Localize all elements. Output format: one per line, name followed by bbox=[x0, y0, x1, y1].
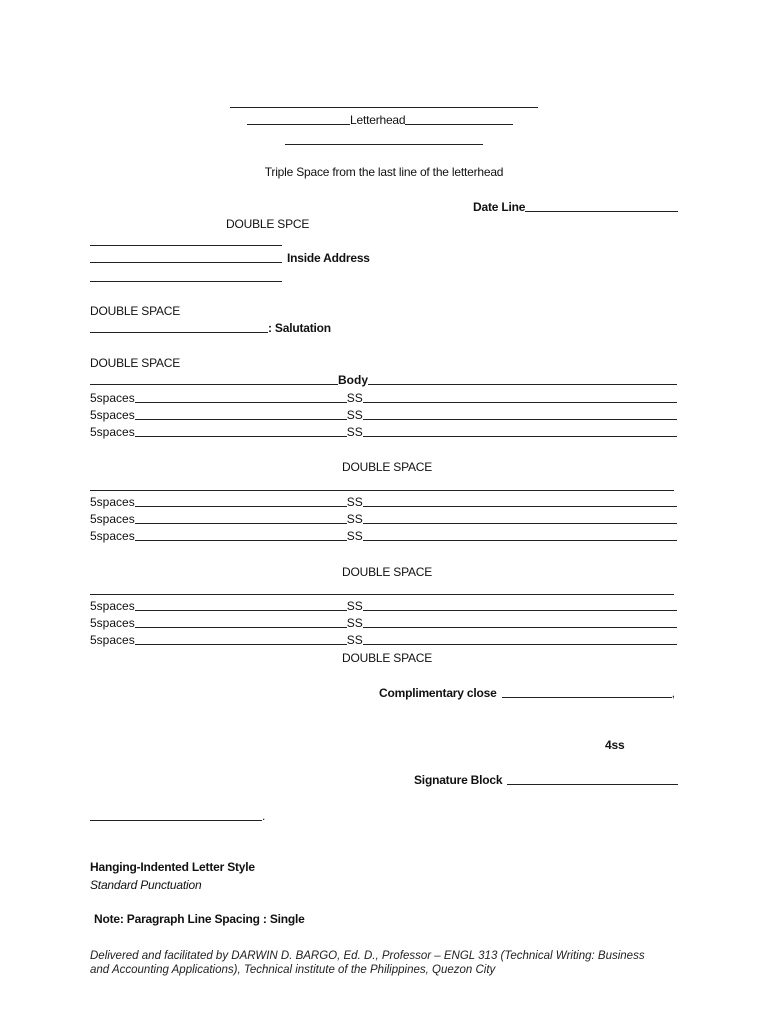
row-mid: SS bbox=[346, 408, 363, 422]
row-blank-left bbox=[135, 425, 347, 437]
reference-period: . bbox=[262, 809, 266, 823]
row-blank-left bbox=[135, 599, 347, 611]
salutation-blank bbox=[90, 321, 268, 333]
row-blank-left bbox=[135, 512, 347, 524]
footer-credit: Delivered and facilitated by DARWIN D. BARGO, Ed. D., Professor – ENGL 313 (Technical Writing: Business and Accounting Applications), Technical institute of the Philippines, Quezon City bbox=[90, 950, 645, 976]
row-blank-right bbox=[363, 599, 677, 611]
row-blank-left bbox=[135, 529, 347, 541]
row-blank-left bbox=[135, 495, 347, 507]
row-mid: SS bbox=[346, 633, 363, 647]
row-prefix: 5spaces bbox=[90, 391, 135, 405]
body-blank-left bbox=[90, 373, 338, 385]
row-prefix: 5spaces bbox=[90, 495, 135, 509]
punctuation-style: Standard Punctuation bbox=[90, 878, 202, 892]
row-prefix: 5spaces bbox=[90, 633, 135, 647]
reference-line bbox=[90, 808, 280, 824]
letterhead-line-3 bbox=[285, 144, 483, 145]
row-blank-right bbox=[363, 529, 677, 541]
complimentary-close-line bbox=[379, 685, 679, 701]
letterhead-instruction: Triple Space from the last line of the letterhead bbox=[264, 165, 504, 179]
row-blank-right bbox=[363, 425, 677, 437]
row-mid: SS bbox=[346, 616, 363, 630]
date-line-label: Date Line bbox=[473, 200, 526, 214]
row-prefix: 5spaces bbox=[90, 616, 135, 630]
double-space-label-1: DOUBLE SPACE bbox=[90, 304, 181, 318]
double-space-label-3: DOUBLE SPACE bbox=[342, 460, 433, 474]
complimentary-close-comma: , bbox=[671, 686, 675, 700]
body-row bbox=[90, 528, 677, 544]
double-space-label-5: DOUBLE SPACE bbox=[342, 651, 433, 665]
letterhead-blank-right bbox=[405, 113, 513, 125]
letter-style-title: Hanging-Indented Letter Style bbox=[90, 860, 255, 874]
body-label: Body bbox=[338, 373, 368, 387]
inside-address-line-2 bbox=[90, 250, 390, 266]
row-mid: SS bbox=[346, 495, 363, 509]
row-blank-left bbox=[135, 391, 347, 403]
row-mid: SS bbox=[346, 529, 363, 543]
row-blank-right bbox=[363, 616, 677, 628]
row-blank-right bbox=[363, 391, 677, 403]
row-mid: SS bbox=[346, 512, 363, 526]
signature-block-line bbox=[414, 772, 678, 788]
salutation-line bbox=[90, 320, 350, 336]
inside-address-line-1 bbox=[90, 245, 282, 246]
row-prefix: 5spaces bbox=[90, 408, 135, 422]
body-header-line bbox=[90, 372, 677, 388]
body-row bbox=[90, 390, 677, 406]
inside-address-line-3 bbox=[90, 281, 282, 282]
body-row bbox=[90, 511, 677, 527]
row-mid: SS bbox=[346, 391, 363, 405]
row-blank-left bbox=[135, 633, 347, 645]
row-mid: SS bbox=[346, 599, 363, 613]
body-blank-right bbox=[368, 373, 677, 385]
body-row bbox=[90, 407, 677, 423]
date-line bbox=[473, 199, 678, 215]
row-blank-right bbox=[363, 408, 677, 420]
row-prefix: 5spaces bbox=[90, 425, 135, 439]
row-blank-left bbox=[135, 616, 347, 628]
row-prefix: 5spaces bbox=[90, 599, 135, 613]
letterhead-line-1 bbox=[230, 107, 538, 108]
row-mid: SS bbox=[346, 425, 363, 439]
row-blank-right bbox=[363, 512, 677, 524]
signature-block-blank bbox=[507, 773, 678, 785]
paragraph-3-first-line bbox=[90, 594, 674, 595]
letterhead-blank-left bbox=[247, 113, 350, 125]
body-row bbox=[90, 598, 677, 614]
paragraph-2-first-line bbox=[90, 490, 674, 491]
date-line-blank bbox=[525, 200, 678, 212]
body-row bbox=[90, 632, 677, 648]
double-spce-label: DOUBLE SPCE bbox=[226, 217, 310, 231]
row-blank-right bbox=[363, 495, 677, 507]
salutation-label: : Salutation bbox=[268, 321, 331, 335]
row-prefix: 5spaces bbox=[90, 529, 135, 543]
double-space-label-4: DOUBLE SPACE bbox=[342, 565, 433, 579]
inside-address-label: Inside Address bbox=[287, 251, 370, 265]
row-blank-right bbox=[363, 633, 677, 645]
inside-address-blank bbox=[90, 251, 282, 263]
letterhead-line-2 bbox=[247, 112, 521, 128]
body-row bbox=[90, 424, 677, 440]
complimentary-close-blank bbox=[502, 686, 672, 698]
double-space-label-2: DOUBLE SPACE bbox=[90, 356, 181, 370]
row-blank-left bbox=[135, 408, 347, 420]
reference-blank bbox=[90, 809, 262, 821]
letterhead-label: Letterhead bbox=[350, 113, 406, 127]
body-row bbox=[90, 615, 677, 631]
four-ss-label: 4ss bbox=[605, 738, 625, 752]
signature-block-label: Signature Block bbox=[414, 773, 503, 787]
body-row bbox=[90, 494, 677, 510]
complimentary-close-label: Complimentary close bbox=[379, 686, 497, 700]
row-prefix: 5spaces bbox=[90, 512, 135, 526]
line-spacing-note: Note: Paragraph Line Spacing : Single bbox=[94, 912, 305, 926]
